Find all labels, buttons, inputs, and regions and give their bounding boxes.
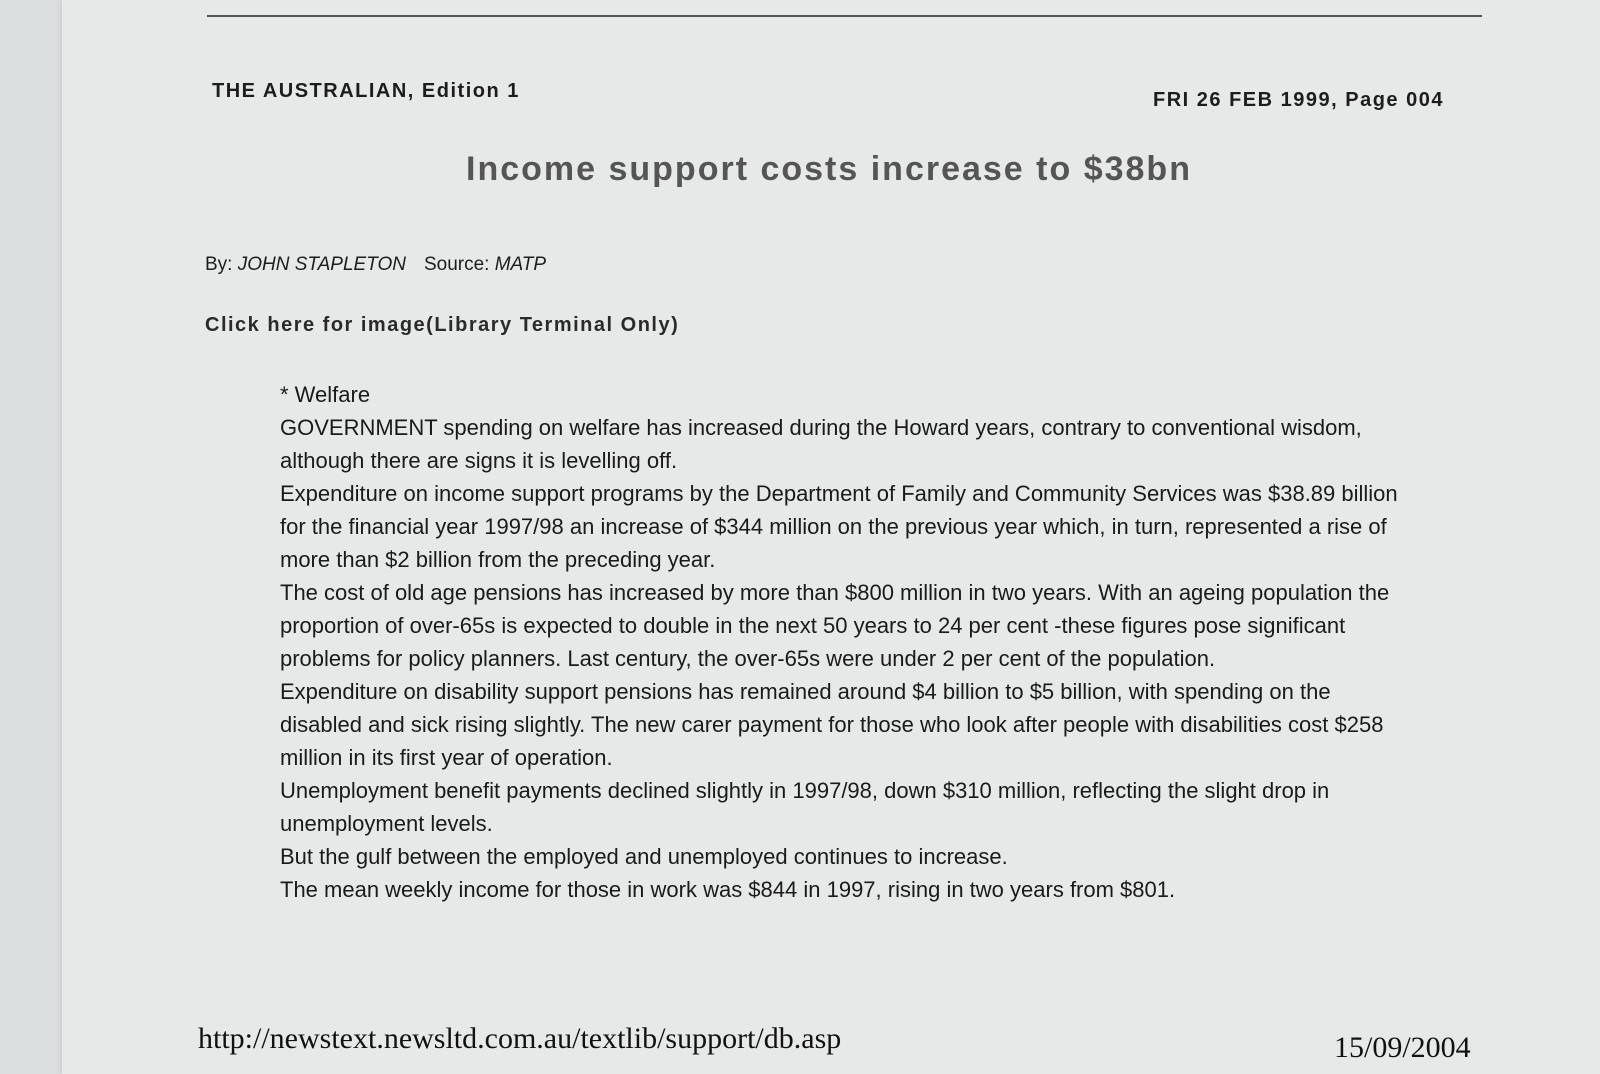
- footer-print-date: 15/09/2004: [1334, 1031, 1471, 1064]
- article-paragraph: Expenditure on income support programs by the Department of Family and Community Services was $38.89 billion for the financial year 1997/98 an increase of $344 million on the previous year which, in turn, represented a rise of more than $2 billion from the preceding year.: [280, 481, 1398, 572]
- byline-by-label: By:: [205, 254, 233, 275]
- byline: [205, 254, 546, 276]
- article-headline: Income support costs increase to $38bn: [466, 150, 1192, 188]
- byline-author: JOHN STAPLETON: [237, 254, 406, 275]
- byline-source: MATP: [494, 254, 547, 275]
- scan-edge: [0, 0, 62, 1074]
- article-paragraph: The cost of old age pensions has increased by more than $800 million in two years. With an ageing population the proportion of over-65s is expected to double in the next 50 years to 24 per cent -these figures pose significant problems for policy planners. Last century, the over-65s were under 2 per cent of the population.: [280, 580, 1390, 671]
- article-paragraph: But the gulf between the employed and unemployed continues to increase.: [280, 844, 1008, 869]
- article-paragraph: Expenditure on disability support pensions has remained around $4 billion to $5 billion, with spending on the disabled and sick rising slightly. The new carer payment for those who look after people with disabilities cost $258 million in its first year of operation.: [280, 679, 1384, 770]
- article-paragraph: Unemployment benefit payments declined slightly in 1997/98, down $310 million, reflecting the slight drop in unemployment levels.: [280, 778, 1330, 836]
- article-paragraph: * Welfare: [280, 382, 371, 407]
- article-paragraph: GOVERNMENT spending on welfare has increased during the Howard years, contrary to conventional wisdom, although there are signs it is levelling off.: [280, 415, 1362, 473]
- publication-name: THE AUSTRALIAN, Edition 1: [212, 80, 520, 102]
- image-link[interactable]: Click here for image(Library Terminal Only): [205, 314, 680, 336]
- footer-url: http://newstext.newsltd.com.au/textlib/support/db.asp: [198, 1022, 842, 1055]
- publication-date-page: FRI 26 FEB 1999, Page 004: [1153, 89, 1444, 111]
- article-paragraph: The mean weekly income for those in work was $844 in 1997, rising in two years from $801.: [280, 877, 1176, 902]
- article-body: [280, 378, 1415, 906]
- byline-source-label: Source:: [423, 254, 490, 275]
- header-rule: [207, 15, 1482, 17]
